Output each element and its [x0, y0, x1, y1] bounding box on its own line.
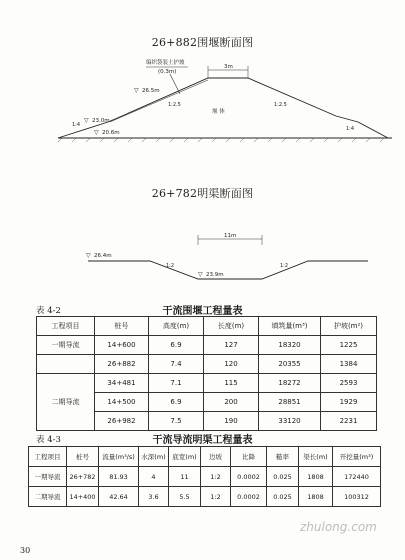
- cofferdam-quantity-table: [36, 316, 377, 431]
- table-cell: 1:2: [201, 467, 231, 487]
- protection-annotation: 编织袋装土护坡: [146, 60, 185, 66]
- header-cell: 填筑量(m³): [259, 317, 321, 336]
- level-bottom-label: 23.9m: [206, 272, 224, 278]
- table2-number: 表 4-3: [36, 435, 61, 445]
- table-cell: 6.9: [149, 336, 204, 355]
- table-cell: 127: [204, 336, 259, 355]
- cofferdam-section-diagram: [0, 50, 405, 150]
- table-cell: 14+600: [95, 336, 149, 355]
- level-mark-mid: ▽: [84, 117, 89, 124]
- table-cell: 1:2: [201, 487, 231, 507]
- table-cell: 34+481: [95, 374, 149, 393]
- slope-left-bottom: 1:4: [72, 122, 81, 128]
- header-cell: 开挖量(m³): [333, 447, 381, 467]
- table-cell: 二期导流: [29, 487, 67, 507]
- slope-left-top: 1:2.5: [168, 102, 181, 108]
- header-cell: 桩号: [95, 317, 149, 336]
- table-cell: 0.025: [267, 487, 299, 507]
- table-cell: 18320: [259, 336, 321, 355]
- top-width-label: 3m: [224, 64, 233, 70]
- table-cell: 7.1: [149, 374, 204, 393]
- table-cell: 5.5: [169, 487, 201, 507]
- level-mark-bottom: ▽: [94, 129, 99, 136]
- channel-outline: [88, 261, 368, 279]
- table-cell: 0.025: [267, 467, 299, 487]
- table-cell: 1384: [321, 355, 377, 374]
- table-cell: 100312: [333, 487, 381, 507]
- header-cell: 水深(m): [139, 447, 169, 467]
- level-mid-label: 23.0m: [92, 118, 110, 124]
- level-top-label: 26.4m: [94, 253, 112, 259]
- table-cell: 33120: [259, 412, 321, 431]
- table-cell: 7.5: [149, 412, 204, 431]
- group-cell: 一期导流: [37, 336, 95, 355]
- table-cell: 14+500: [95, 393, 149, 412]
- table-row: [29, 487, 381, 507]
- watermark: zhulong.com: [300, 520, 377, 534]
- table-cell: 42.64: [99, 487, 139, 507]
- header-cell: 高度(m): [149, 317, 204, 336]
- table-cell: 1225: [321, 336, 377, 355]
- header-cell: 渠长(m): [299, 447, 333, 467]
- table-cell: 190: [204, 412, 259, 431]
- slope-right-bottom: 1:4: [346, 126, 355, 132]
- slope-left: 1:2: [166, 263, 175, 269]
- group-cell: 二期导流: [37, 374, 95, 431]
- table-cell: 28851: [259, 393, 321, 412]
- table-cell: 0.0002: [231, 487, 267, 507]
- level-mark-top: ▽: [86, 252, 91, 259]
- table1-number: 表 4-2: [36, 306, 61, 316]
- table-cell: 115: [204, 374, 259, 393]
- header-cell: 工程项目: [37, 317, 95, 336]
- table-cell: 3.6: [139, 487, 169, 507]
- bottom-width-label: 11m: [224, 233, 237, 239]
- table-cell: 20355: [259, 355, 321, 374]
- table-row: [37, 374, 377, 393]
- table-cell: 2231: [321, 412, 377, 431]
- table-cell: 1808: [299, 487, 333, 507]
- dam-body-label: 堰 体: [212, 109, 225, 115]
- table-row: [29, 467, 381, 487]
- channel-quantity-table: [28, 446, 381, 507]
- header-cell: 护坡(m²): [321, 317, 377, 336]
- table-row: [37, 355, 377, 374]
- table-cell: 26+782: [67, 467, 99, 487]
- page-number: 30: [20, 546, 31, 555]
- table-cell: 200: [204, 393, 259, 412]
- table-header-row: [29, 447, 381, 467]
- channel-section-diagram: [0, 215, 405, 290]
- table-cell: 1929: [321, 393, 377, 412]
- table-cell: 7.4: [149, 355, 204, 374]
- level-mark-upper: ▽: [134, 87, 139, 94]
- table-cell: 4: [139, 467, 169, 487]
- figure2-title: 26+782明渠断面图: [151, 187, 254, 200]
- table-row: [37, 336, 377, 355]
- table2-title: 干流导流明渠工程量表: [152, 435, 253, 446]
- header-cell: 边坡: [201, 447, 231, 467]
- protection-layer: [110, 80, 208, 122]
- table-cell: 120: [204, 355, 259, 374]
- header-cell: 糙率: [267, 447, 299, 467]
- protection-thickness: (0.3m): [158, 69, 177, 75]
- table1-title: 干流围堰工程量表: [162, 306, 243, 317]
- slope-right-top: 1:2.5: [274, 102, 287, 108]
- header-cell: 长度(m): [204, 317, 259, 336]
- figure1-title: 26+882围堰断面图: [151, 36, 254, 49]
- table-header-row: [37, 317, 377, 336]
- table-cell: 2593: [321, 374, 377, 393]
- ground-hatch: [58, 138, 384, 142]
- table-cell: 14+400: [67, 487, 99, 507]
- level-upper-label: 26.5m: [142, 88, 160, 94]
- table-cell: 0.0002: [231, 467, 267, 487]
- header-cell: 工程项目: [29, 447, 67, 467]
- table-cell: 81.93: [99, 467, 139, 487]
- annotation-leader: [170, 74, 180, 94]
- table-cell: 1808: [299, 467, 333, 487]
- table-cell: 26+882: [95, 355, 149, 374]
- level-mark-bottom: ▽: [198, 271, 203, 278]
- level-bottom-label: 20.6m: [102, 130, 120, 136]
- table-cell: 172440: [333, 467, 381, 487]
- table-cell: [37, 355, 95, 374]
- table-cell: 一期导流: [29, 467, 67, 487]
- table-cell: 26+982: [95, 412, 149, 431]
- slope-right: 1:2: [280, 263, 289, 269]
- dam-outline: [58, 78, 388, 138]
- header-cell: 桩号: [67, 447, 99, 467]
- header-cell: 比降: [231, 447, 267, 467]
- header-cell: 底宽(m): [169, 447, 201, 467]
- table-cell: 11: [169, 467, 201, 487]
- table-cell: 6.9: [149, 393, 204, 412]
- header-cell: 流量(m³/s): [99, 447, 139, 467]
- table-cell: 18272: [259, 374, 321, 393]
